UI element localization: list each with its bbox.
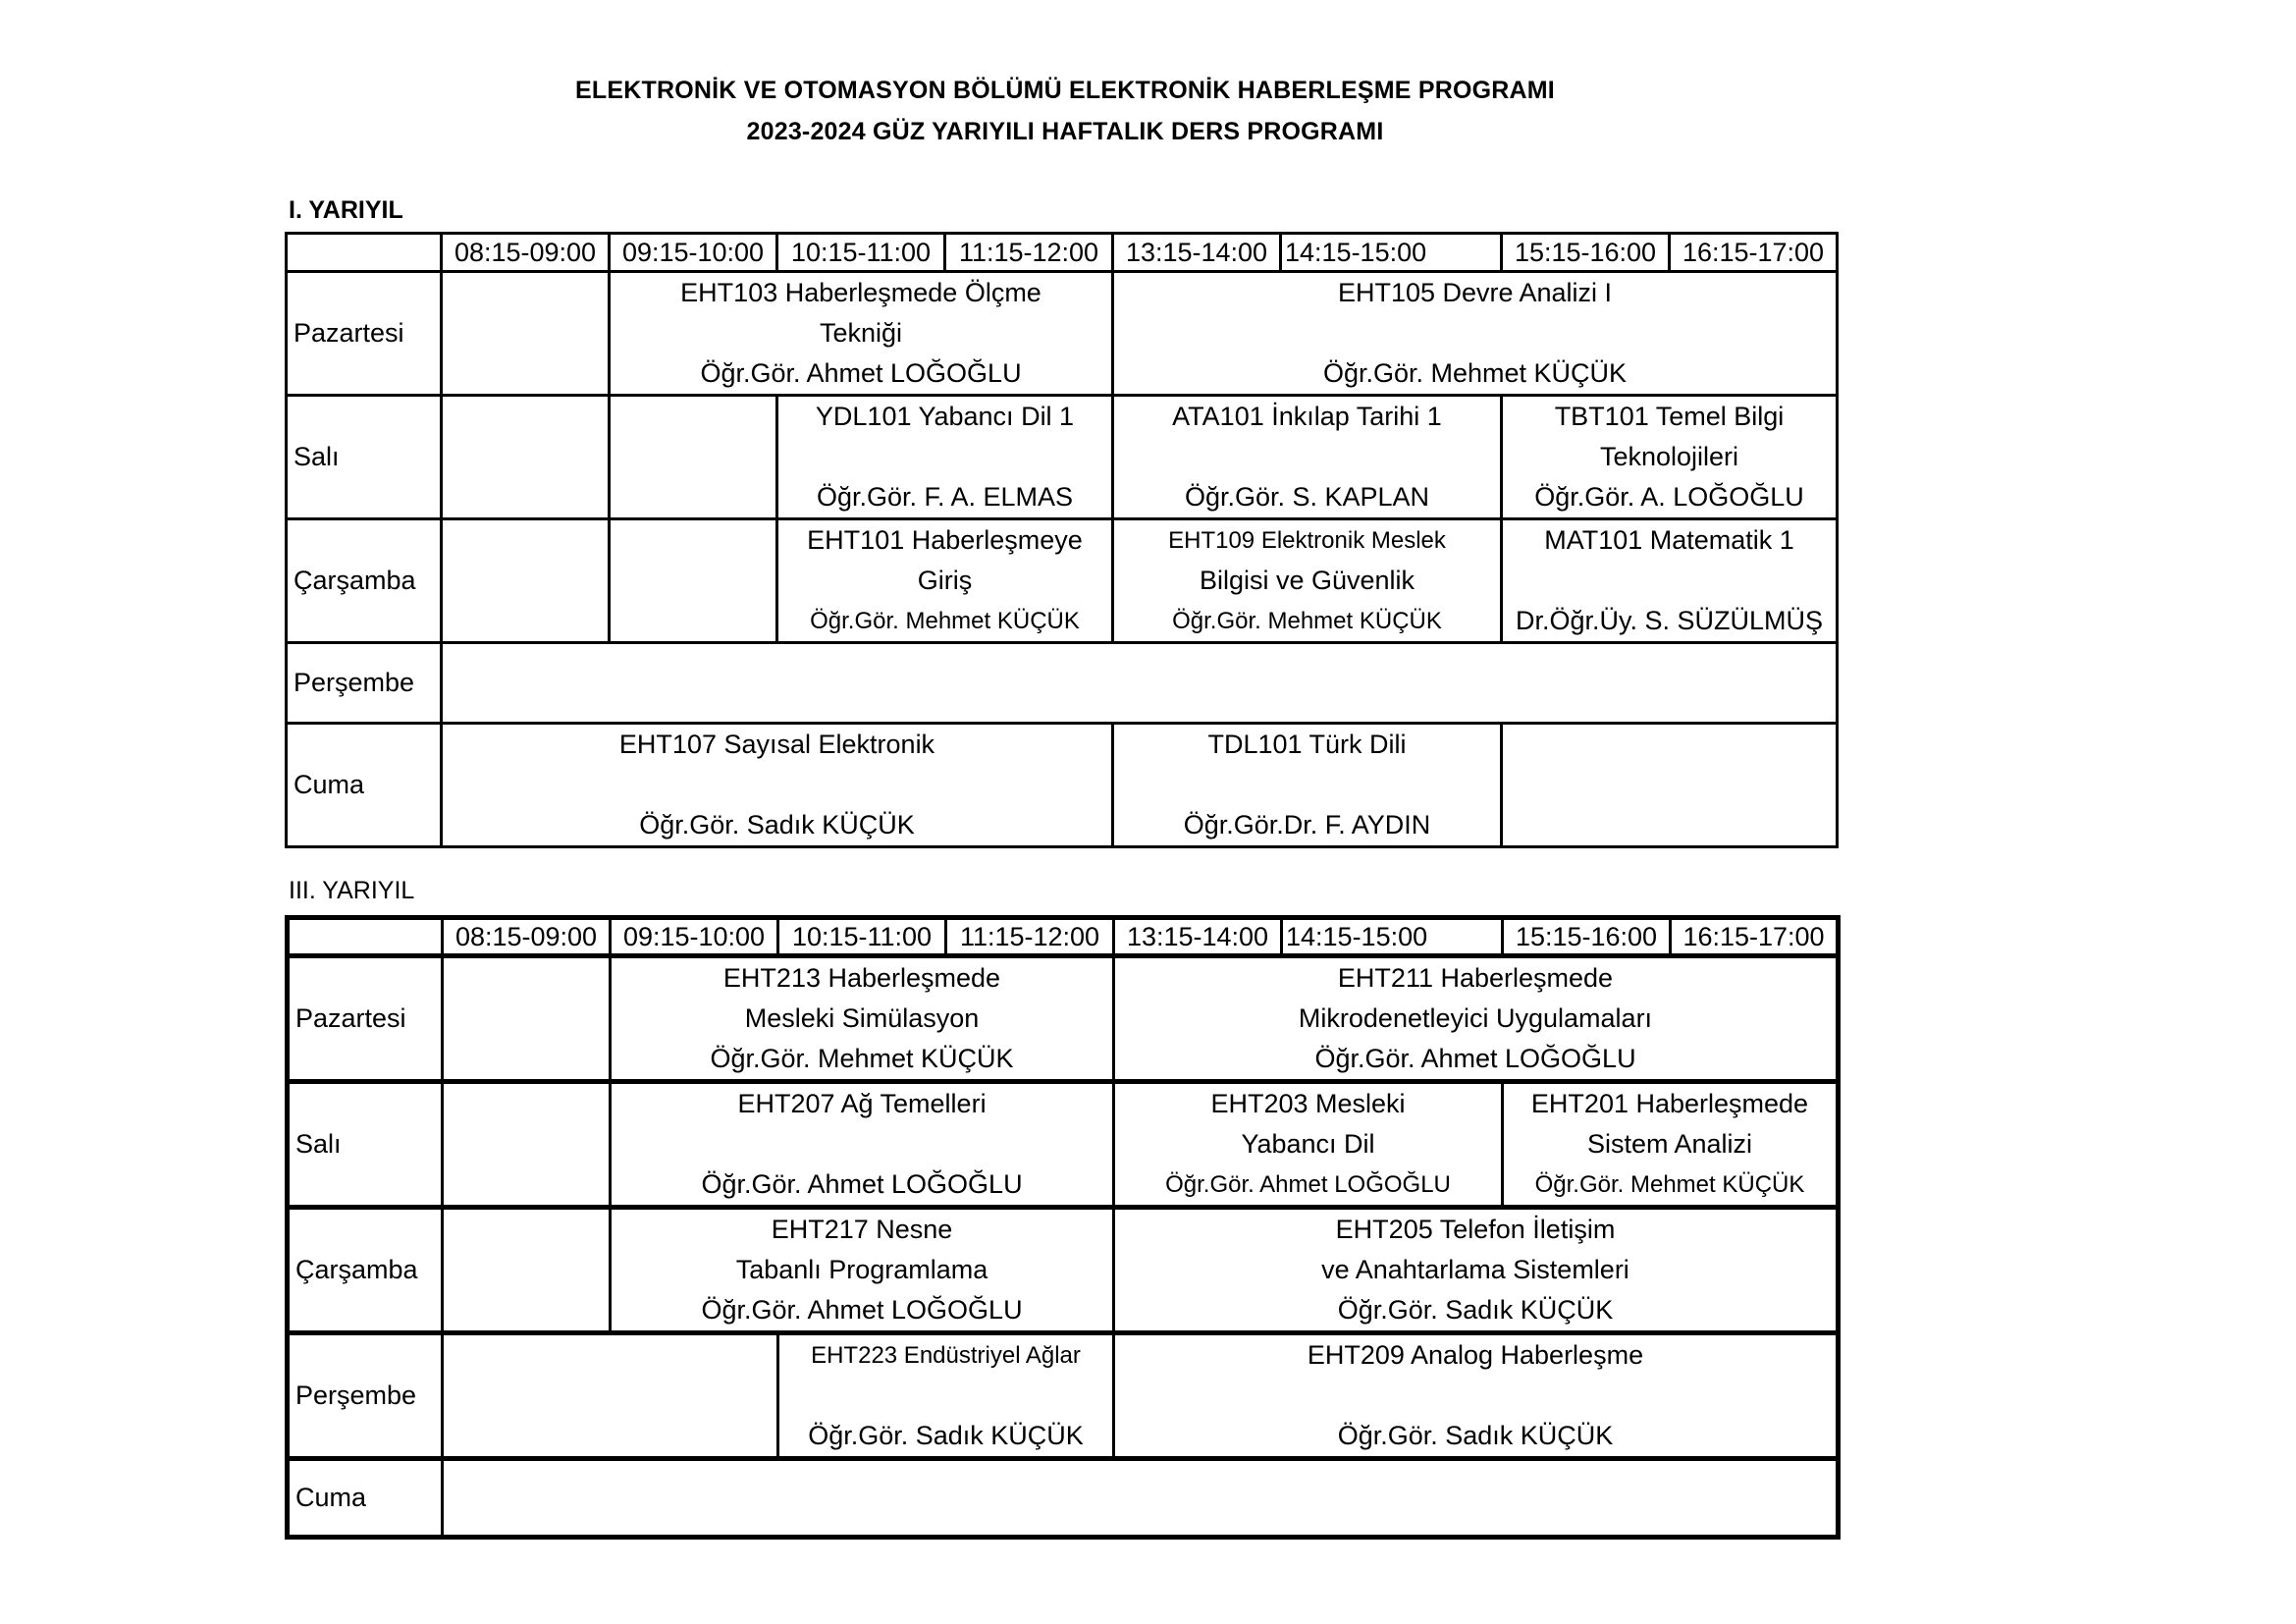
course-name-cont: Mesleki Simülasyon bbox=[744, 1003, 980, 1033]
course-name-cont: Sistem Analizi bbox=[1586, 1129, 1753, 1159]
day-row-sali bbox=[288, 1082, 1839, 1208]
course-cell bbox=[1113, 724, 1502, 847]
day-row-carsamba bbox=[287, 519, 1838, 643]
day-row-carsamba bbox=[288, 1208, 1839, 1333]
course-cell bbox=[778, 1333, 1114, 1459]
course-name-cont: Tekniği bbox=[819, 318, 903, 348]
course-cell bbox=[1502, 396, 1838, 519]
instructor: Öğr.Gör. A. LOĞOĞLU bbox=[1534, 482, 1804, 512]
empty-cell bbox=[442, 643, 1838, 724]
course-code-name: EHT107 Sayısal Elektronik bbox=[618, 730, 935, 759]
hour-header: 13:15-14:00 bbox=[1114, 918, 1282, 956]
course-name-cont: Bilgisi ve Güvenlik bbox=[1199, 566, 1415, 595]
instructor: Öğr.Gör. Mehmet KÜÇÜK bbox=[1322, 358, 1628, 388]
course-name-cont bbox=[1114, 437, 1500, 477]
instructor: Öğr.Gör.Dr. F. AYDIN bbox=[1183, 810, 1431, 839]
day-row-cuma bbox=[287, 724, 1838, 847]
hour-header: 09:15-10:00 bbox=[611, 918, 778, 956]
semester-3-label: III. YARIYIL bbox=[289, 877, 415, 904]
header-row bbox=[287, 234, 1838, 272]
header-row bbox=[288, 918, 1839, 956]
course-name-cont bbox=[1114, 313, 1836, 353]
instructor: Öğr.Gör. Ahmet LOĞOĞLU bbox=[1314, 1044, 1636, 1073]
hour-header: 09:15-10:00 bbox=[610, 234, 777, 272]
course-cell bbox=[1114, 1333, 1839, 1459]
course-code-name: EHT109 Elektronik Meslek bbox=[1168, 527, 1446, 554]
course-cell bbox=[1503, 1082, 1839, 1208]
day-label: Perşembe bbox=[288, 1333, 443, 1459]
course-cell bbox=[610, 272, 1113, 396]
empty-cell bbox=[443, 1459, 1839, 1538]
document-title: ELEKTRONİK VE OTOMASYON BÖLÜMÜ ELEKTRONİK HABERLEŞME PROGRAMI bbox=[575, 77, 1555, 104]
hour-header: 16:15-17:00 bbox=[1670, 234, 1838, 272]
hour-header: 11:15-12:00 bbox=[946, 918, 1114, 956]
course-name-cont bbox=[1115, 1376, 1836, 1416]
empty-cell bbox=[610, 396, 777, 519]
corner-cell bbox=[287, 234, 442, 272]
course-name-cont bbox=[1503, 561, 1836, 601]
course-cell bbox=[777, 396, 1113, 519]
course-cell bbox=[1113, 272, 1838, 396]
day-row-cuma bbox=[288, 1459, 1839, 1538]
day-label: Cuma bbox=[288, 1459, 443, 1538]
instructor: Öğr.Gör. Sadık KÜÇÜK bbox=[1337, 1295, 1614, 1325]
course-cell bbox=[1114, 956, 1839, 1082]
instructor: Öğr.Gör. Ahmet LOĞOĞLU bbox=[701, 1169, 1023, 1199]
course-cell bbox=[611, 1082, 1114, 1208]
empty-cell bbox=[442, 272, 610, 396]
course-cell bbox=[1502, 519, 1838, 643]
course-code-name: EHT105 Devre Analizi I bbox=[1337, 278, 1613, 307]
empty-cell bbox=[442, 396, 610, 519]
course-name-cont: Giriş bbox=[917, 566, 973, 595]
instructor: Öğr.Gör. Mehmet KÜÇÜK bbox=[1534, 1171, 1805, 1198]
course-cell bbox=[611, 1208, 1114, 1333]
course-name-cont bbox=[612, 1124, 1112, 1164]
instructor: Öğr.Gör. F. A. ELMAS bbox=[816, 482, 1074, 512]
instructor: Öğr.Gör. Ahmet LOĞOĞLU bbox=[701, 1295, 1023, 1325]
day-label: Cuma bbox=[287, 724, 442, 847]
empty-cell bbox=[610, 519, 777, 643]
course-name-cont bbox=[1114, 765, 1500, 805]
hour-header: 15:15-16:00 bbox=[1503, 918, 1671, 956]
instructor: Öğr.Gör. Ahmet LOĞOĞLU bbox=[1165, 1171, 1451, 1198]
empty-cell bbox=[443, 1333, 778, 1459]
course-code-name: TBT101 Temel Bilgi bbox=[1554, 402, 1785, 431]
instructor: Öğr.Gör. Sadık KÜÇÜK bbox=[1337, 1421, 1614, 1450]
day-label: Salı bbox=[287, 396, 442, 519]
course-cell bbox=[1114, 1208, 1839, 1333]
instructor: Öğr.Gör. Mehmet KÜÇÜK bbox=[1172, 608, 1442, 634]
instructor: Öğr.Gör. Mehmet KÜÇÜK bbox=[710, 1044, 1014, 1073]
course-name-cont: Tabanlı Programlama bbox=[735, 1255, 988, 1284]
instructor: Öğr.Gör. S. KAPLAN bbox=[1184, 482, 1430, 512]
instructor: Öğr.Gör. Sadık KÜÇÜK bbox=[639, 810, 915, 839]
day-label: Çarşamba bbox=[288, 1208, 443, 1333]
course-name-cont: Yabancı Dil bbox=[1241, 1129, 1375, 1159]
course-cell bbox=[442, 724, 1113, 847]
course-name-cont bbox=[779, 1376, 1112, 1416]
empty-cell bbox=[442, 519, 610, 643]
hour-header: 10:15-11:00 bbox=[777, 234, 945, 272]
day-row-persembe bbox=[288, 1333, 1839, 1459]
hour-header: 14:15-15:00 bbox=[1282, 918, 1503, 956]
day-row-persembe bbox=[287, 643, 1838, 724]
course-cell bbox=[777, 519, 1113, 643]
day-row-sali bbox=[287, 396, 1838, 519]
course-code-name: MAT101 Matematik 1 bbox=[1544, 525, 1794, 555]
hour-header: 16:15-17:00 bbox=[1671, 918, 1839, 956]
day-label: Pazartesi bbox=[288, 956, 443, 1082]
day-label: Pazartesi bbox=[287, 272, 442, 396]
course-code-name: EHT201 Haberleşmede bbox=[1530, 1089, 1809, 1118]
course-code-name: YDL101 Yabancı Dil 1 bbox=[815, 402, 1075, 431]
course-code-name: EHT103 Haberleşmede Ölçme bbox=[680, 278, 1041, 307]
course-name-cont: Mikrodenetleyici Uygulamaları bbox=[1298, 1003, 1653, 1033]
hour-header: 08:15-09:00 bbox=[443, 918, 611, 956]
day-label: Perşembe bbox=[287, 643, 442, 724]
day-row-pazartesi bbox=[288, 956, 1839, 1082]
semester-1-label: I. YARIYIL bbox=[289, 196, 403, 224]
instructor: Öğr.Gör. Mehmet KÜÇÜK bbox=[810, 608, 1080, 634]
day-row-pazartesi bbox=[287, 272, 1838, 396]
course-name-cont: Teknolojileri bbox=[1599, 442, 1739, 471]
course-code-name: EHT207 Ağ Temelleri bbox=[737, 1089, 987, 1118]
course-code-name: ATA101 İnkılap Tarihi 1 bbox=[1172, 402, 1442, 431]
course-cell bbox=[1114, 1082, 1503, 1208]
course-code-name: EHT203 Mesleki bbox=[1210, 1089, 1406, 1118]
course-code-name: TDL101 Türk Dili bbox=[1207, 730, 1407, 759]
course-cell bbox=[1113, 396, 1502, 519]
corner-cell bbox=[288, 918, 443, 956]
schedule-table-semester-3 bbox=[285, 915, 1841, 1540]
empty-cell bbox=[443, 1208, 611, 1333]
course-name-cont bbox=[443, 765, 1111, 805]
hour-header: 08:15-09:00 bbox=[442, 234, 610, 272]
course-cell bbox=[611, 956, 1114, 1082]
course-code-name: EHT205 Telefon İletişim bbox=[1335, 1215, 1616, 1244]
course-name-cont bbox=[778, 437, 1111, 477]
empty-cell bbox=[443, 1082, 611, 1208]
course-name-cont: ve Anahtarlama Sistemleri bbox=[1321, 1255, 1629, 1284]
hour-header: 15:15-16:00 bbox=[1502, 234, 1670, 272]
course-code-name: EHT211 Haberleşmede bbox=[1337, 963, 1614, 993]
course-code-name: EHT101 Haberleşmeye bbox=[807, 525, 1083, 555]
schedule-table-semester-1 bbox=[285, 232, 1839, 848]
course-cell bbox=[1113, 519, 1502, 643]
day-label: Çarşamba bbox=[287, 519, 442, 643]
course-code-name: EHT223 Endüstriyel Ağlar bbox=[811, 1342, 1081, 1369]
hour-header: 11:15-12:00 bbox=[945, 234, 1113, 272]
instructor: Dr.Öğr.Üy. S. SÜZÜLMÜŞ bbox=[1515, 606, 1824, 635]
hour-header: 14:15-15:00 bbox=[1281, 234, 1502, 272]
course-code-name: EHT213 Haberleşmede bbox=[722, 963, 1001, 993]
day-label: Salı bbox=[288, 1082, 443, 1208]
empty-cell bbox=[1502, 724, 1838, 847]
hour-header: 13:15-14:00 bbox=[1113, 234, 1281, 272]
course-code-name: EHT217 Nesne bbox=[771, 1215, 953, 1244]
hour-header: 10:15-11:00 bbox=[778, 918, 946, 956]
instructor: Öğr.Gör. Ahmet LOĞOĞLU bbox=[700, 358, 1022, 388]
course-code-name: EHT209 Analog Haberleşme bbox=[1307, 1340, 1644, 1370]
document-subtitle: 2023-2024 GÜZ YARIYILI HAFTALIK DERS PROGRAMI bbox=[746, 118, 1384, 145]
empty-cell bbox=[443, 956, 611, 1082]
instructor: Öğr.Gör. Sadık KÜÇÜK bbox=[808, 1421, 1084, 1450]
